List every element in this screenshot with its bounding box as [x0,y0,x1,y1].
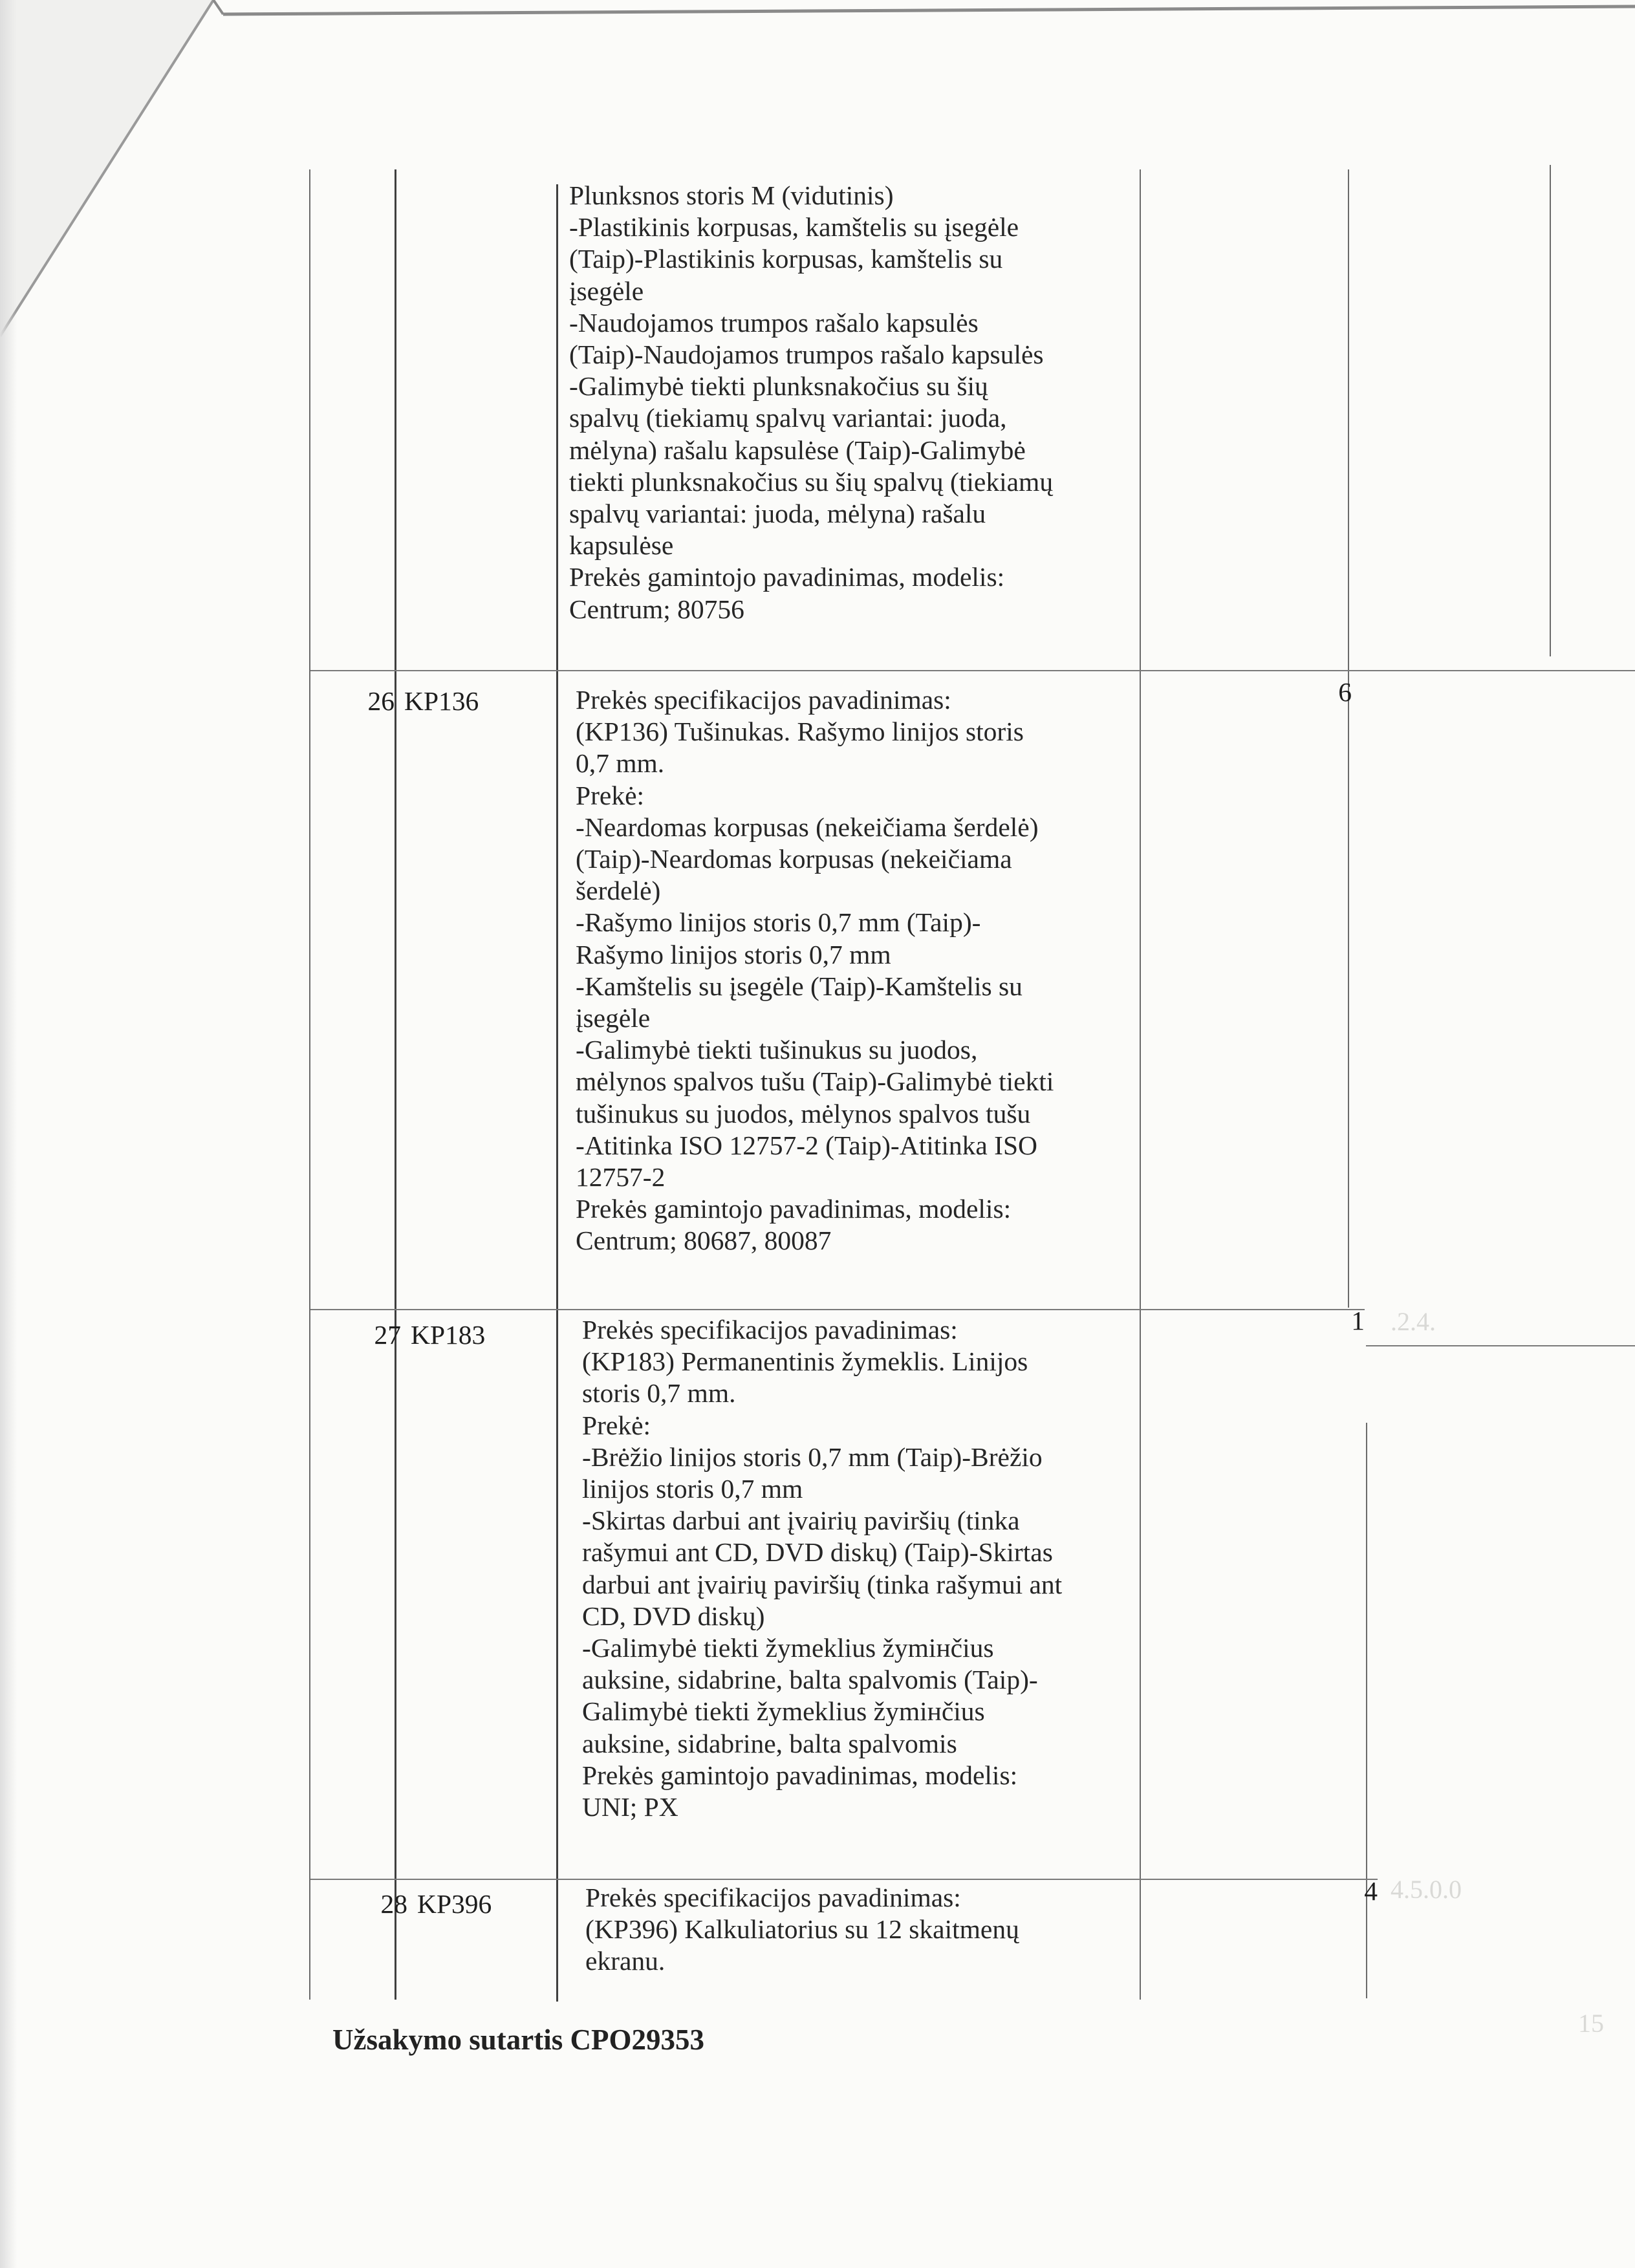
column-divider-code [556,184,558,2002]
column-divider-quantity [1348,169,1349,1308]
row-3-code: KP396 [417,1889,492,1919]
description-line: (KP396) Kalkuliatorius su 12 skaitmenų [585,1914,1019,1945]
bleed-through-mark-1: .2.4. [1391,1307,1436,1336]
description-line: Centrum; 80687, 80087 [576,1226,832,1256]
description-line: įsegėle [569,275,644,306]
description-line: -Brėžio linijos storis 0,7 mm (Taip)-Brėžio [582,1442,1043,1472]
row-2-code: KP183 [411,1320,486,1350]
description-line: rašymui ant CD, DVD diskų) (Taip)-Skirtas [582,1537,1053,1568]
description-line: kapsulėse [569,530,674,561]
row-1-description [576,684,1054,1257]
description-line: Galimybė tiekti žymeklius žymінčius [582,1696,985,1727]
row-0-description [569,180,1053,625]
row-divider-28 [310,1879,1378,1880]
description-line: Prekė: [576,780,645,810]
description-line: Plunksnos storis M (vidutinis) [569,180,894,210]
description-line: 12757-2 [576,1162,666,1193]
column-divider-description [1140,169,1141,2000]
description-line: Prekės specifikacijos pavadinimas: [576,685,951,715]
row-1-quantity: 6 [1338,677,1352,707]
column-divider-quantity-lower [1366,1423,1367,1998]
description-line: -Naudojamos trumpos rašalo kapsulės [569,307,979,338]
description-line: -Rašymo linijos storis 0,7 mm (Taip)- [576,907,981,938]
description-line: Prekės gamintojo pavadinimas, modelis: [569,562,1005,592]
description-line: įsegėle [576,1003,651,1033]
bleed-through-mark-2: 4.5.0.0 [1391,1875,1462,1904]
row-divider-27-right [1366,1345,1635,1346]
description-line: Centrum; 80756 [569,594,744,624]
description-line: -Plastikinis korpusas, kamštelis su įsegėle [569,212,1019,243]
row-2-description [582,1314,1062,1823]
description-line: (Taip)-Neardomas korpusas (nekeičiama [576,844,1012,874]
description-line: tušinukus su juodos, mėlynos spalvos tušu [576,1098,1031,1129]
row-1-number: 26 [367,686,395,716]
description-line: darbui ant įvairių paviršių (tinka rašymui ant [582,1569,1063,1599]
description-line: -Galimybė tiekti plunksnakočius su šių [569,371,988,402]
description-line: Prekė: [582,1410,651,1440]
description-line: Prekės gamintojo pavadinimas, modelis: [576,1194,1012,1224]
column-divider-number [395,169,396,2000]
description-line: UNI; PX [582,1792,678,1822]
row-3-description [585,1882,1019,1978]
description-line: šerdelė) [576,876,661,906]
description-line: (KP183) Permanentinis žymeklis. Linijos [582,1346,1028,1377]
description-line: mėlynos spalvos tušu (Taip)-Galimybė tiekti [576,1066,1054,1097]
description-line: spalvų (tiekiamų spalvų variantai: juoda, [569,403,1007,433]
description-line: auksine, sidabrine, balta spalvomis [582,1728,957,1758]
description-line: -Galimybė tiekti žymeklius žymінčius [582,1633,994,1663]
bleed-through-mark-3: 15 [1578,2009,1604,2038]
description-line: spalvų variantai: juoda, mėlyna) rašalu [569,499,986,529]
description-line: Prekės specifikacijos pavadinimas: [582,1315,958,1345]
row-2-quantity: 1 [1351,1306,1365,1335]
description-line: Prekės gamintojo pavadinimas, modelis: [582,1760,1018,1790]
description-line: -Kamštelis su įsegėle (Taip)-Kamštelis su [576,971,1023,1001]
row-3-quantity: 4 [1364,1876,1378,1906]
description-line: storis 0,7 mm. [582,1378,736,1409]
description-line: linijos storis 0,7 mm [582,1474,803,1504]
document-footer: Užsakymo sutartis CPO29353 [332,2024,704,2056]
description-line: 0,7 mm. [576,748,665,779]
description-line: -Galimybė tiekti tušinukus su juodos, [576,1035,978,1065]
description-line: ekranu. [585,1946,666,1976]
description-line: CD, DVD diskų) [582,1601,765,1631]
row-divider-26 [310,670,1635,671]
description-line: -Atitinka ISO 12757-2 (Taip)-Atitinka ISO [576,1130,1038,1160]
description-line: mėlyna) rašalu kapsulėse (Taip)-Galimybė [569,435,1026,465]
description-line: Rašymo linijos storis 0,7 mm [576,939,891,969]
row-2-number: 27 [374,1320,401,1350]
scan-left-edge [0,0,17,2268]
row-1-code: KP136 [404,686,479,716]
description-line: auksine, sidabrine, balta spalvomis (Taip)- [582,1665,1038,1695]
table-left-border [309,169,310,2000]
description-line: (Taip)-Plastikinis korpusas, kamštelis su [569,244,1003,274]
description-line: -Neardomas korpusas (nekeičiama šerdelė) [576,812,1039,842]
description-line: (KP136) Tušinukas. Rašymo linijos storis [576,717,1024,747]
column-divider-price [1550,165,1551,656]
row-divider-27 [310,1309,1365,1310]
description-line: tiekti plunksnakočius su šių spalvų (tiekiamų [569,466,1054,497]
description-line: Prekės specifikacijos pavadinimas: [585,1883,961,1912]
description-line: (Taip)-Naudojamos trumpos rašalo kapsulės [569,340,1044,370]
row-3-number: 28 [380,1889,407,1919]
description-line: -Skirtas darbui ant įvairių paviršių (tinka [582,1506,1020,1536]
